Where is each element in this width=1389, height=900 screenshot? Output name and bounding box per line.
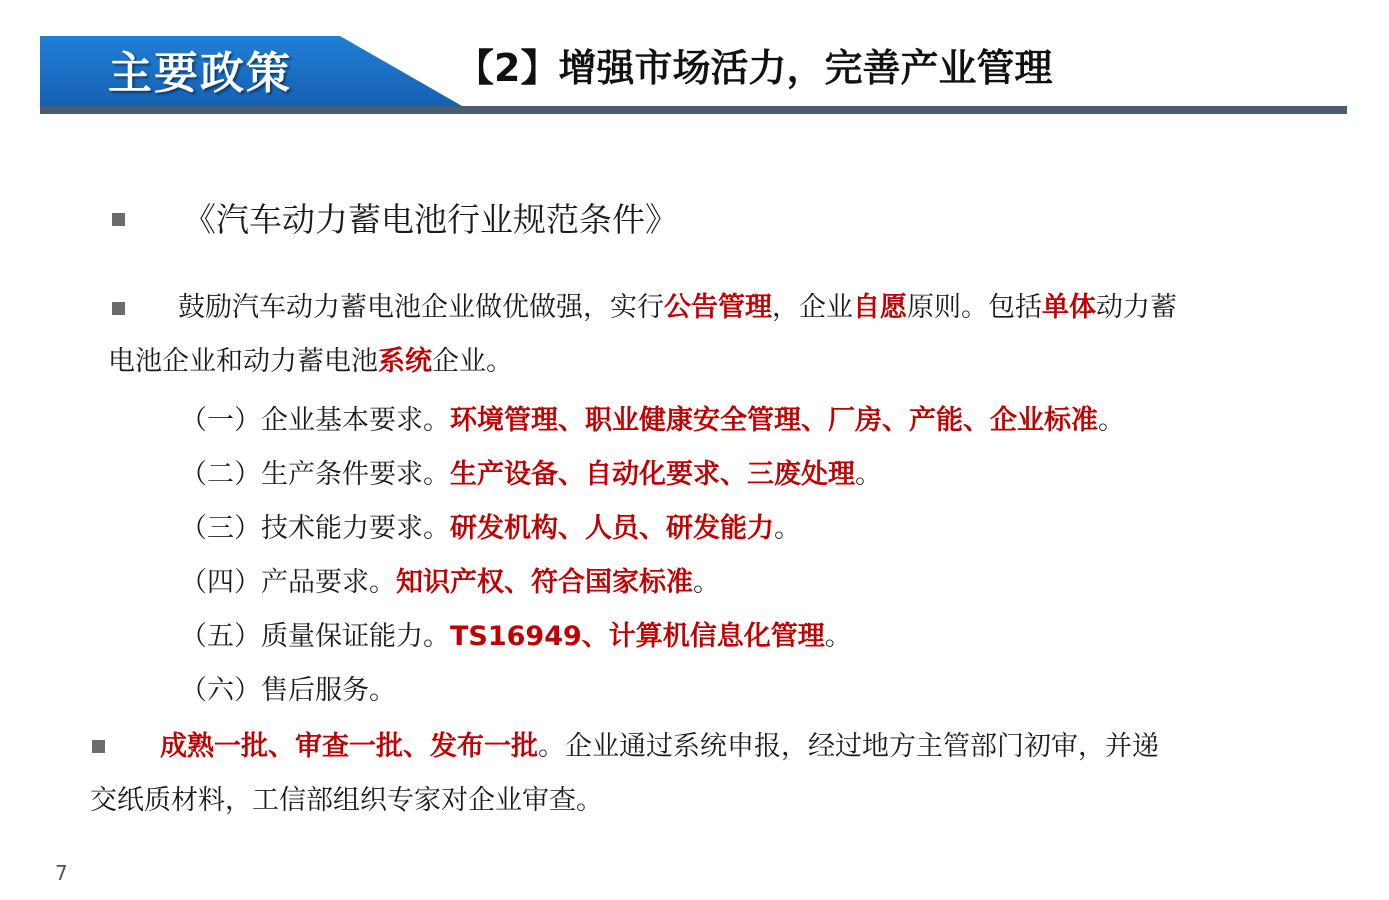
requirement-highlight: TS16949、计算机信息化管理 [450, 621, 825, 652]
requirement-end: 。 [824, 621, 852, 652]
para2-highlight: 成熟一批、审查一批、发布一批 [160, 731, 538, 762]
requirement-item [180, 394, 1125, 448]
header-underline [40, 106, 1347, 114]
para1-line1 [178, 281, 1177, 335]
requirement-label: （六）售后服务。 [180, 675, 396, 706]
requirement-end: 。 [1098, 405, 1125, 436]
para1-text: ，企业 [772, 292, 853, 323]
requirement-highlight: 生产设备、自动化要求、三废处理 [450, 459, 855, 490]
para1-text: 企业。 [432, 346, 513, 377]
bullet-square-icon [92, 740, 105, 753]
bullet-square-icon [112, 213, 125, 226]
requirement-item [180, 502, 801, 556]
requirement-label: （三）技术能力要求。 [180, 513, 450, 544]
requirement-label: （一）企业基本要求。 [180, 405, 450, 436]
para1-text: 原则。包括 [907, 292, 1042, 323]
para1-text: 鼓励汽车动力蓄电池企业做优做强，实行 [178, 292, 664, 323]
requirement-item [180, 556, 720, 610]
requirement-end: 。 [855, 459, 882, 490]
para1-highlight: 单体 [1042, 292, 1096, 323]
requirement-highlight: 研发机构、人员、研发能力 [450, 513, 774, 544]
requirement-item [180, 664, 396, 718]
requirement-item [180, 610, 852, 664]
requirement-label: （四）产品要求。 [180, 567, 396, 598]
requirement-label: （二）生产条件要求。 [180, 459, 450, 490]
page-title: 【2】增强市场活力，完善产业管理 [456, 46, 1053, 90]
para1-highlight: 系统 [378, 346, 432, 377]
para2-text: 。企业通过系统申报，经过地方主管部门初审，并递 [538, 731, 1159, 762]
page-number: 7 [55, 861, 68, 885]
requirement-end: 。 [693, 567, 720, 598]
para1-text: 动力蓄 [1096, 292, 1177, 323]
para1-text: 电池企业和动力蓄电池 [108, 346, 378, 377]
para2-line2: 交纸质材料，工信部组织专家对企业审查。 [90, 785, 603, 816]
requirement-highlight: 环境管理、职业健康安全管理、厂房、产能、企业标准 [450, 405, 1098, 436]
para1-line2 [108, 335, 513, 389]
requirement-label: （五）质量保证能力。 [180, 621, 450, 652]
requirement-end: 。 [774, 513, 801, 544]
para1-highlight: 自愿 [853, 292, 907, 323]
requirement-highlight: 知识产权、符合国家标准 [396, 567, 693, 598]
para2-line1 [160, 720, 1159, 774]
para1-highlight: 公告管理 [664, 292, 772, 323]
bullet-square-icon [112, 302, 125, 315]
requirement-item [180, 448, 882, 502]
section-label: 主要政策 [108, 48, 292, 99]
policy-heading: 《汽车动力蓄电池行业规范条件》 [183, 200, 678, 239]
